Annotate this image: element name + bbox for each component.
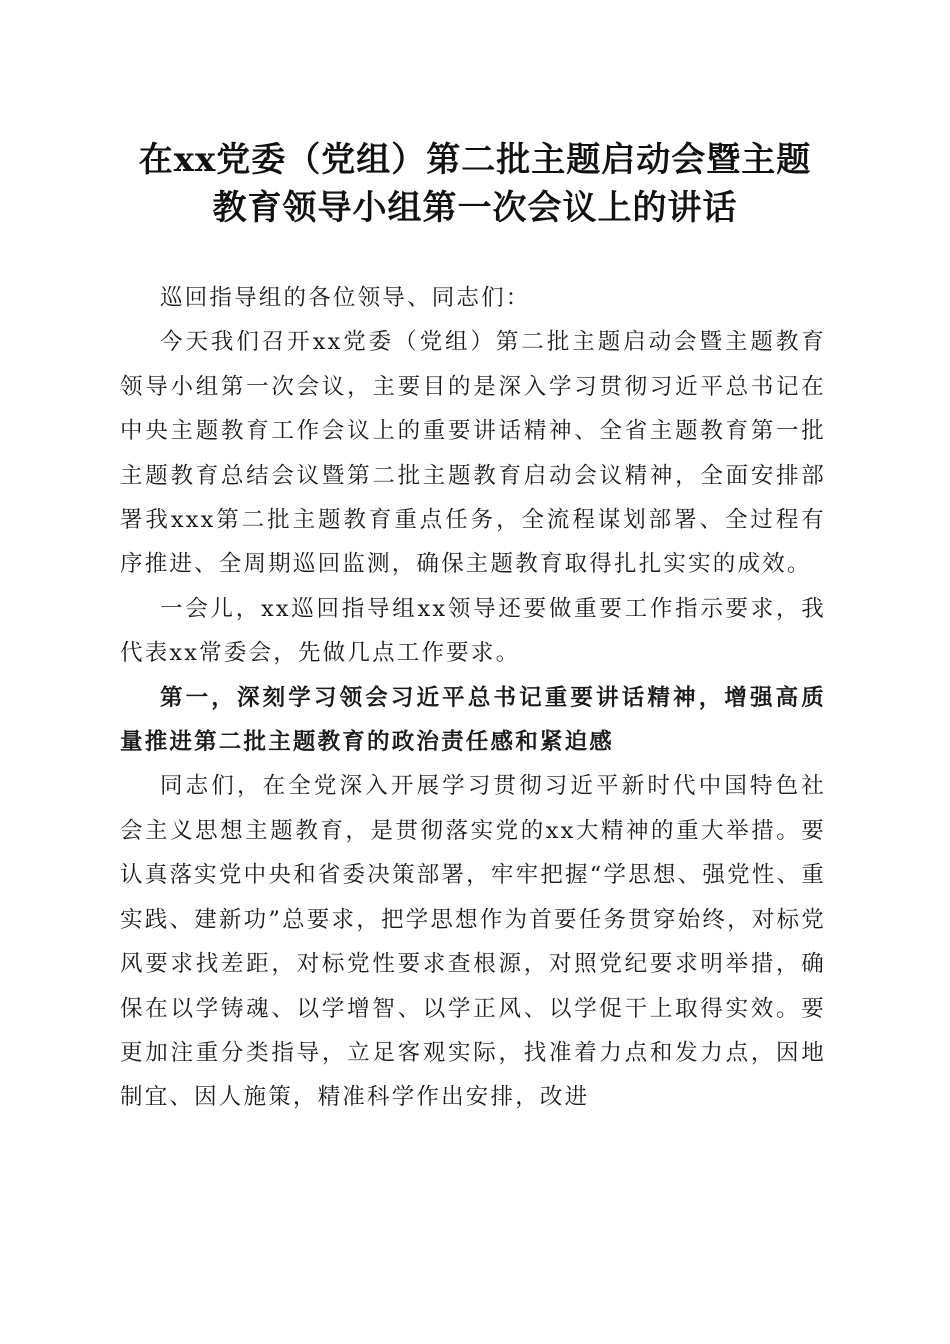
paragraph-section-first: 同志们，在全党深入开展学习贯彻习近平新时代中国特色社会主义思想主题教育，是贯彻落实党的xx大精神的重大举措。要认真落实党中央和省委决策部署，牢牢把握“学思想、强党性、重实践、建新功”总要求，把学思想作为首要任务贯穿始终，对标党风要求找差距，对标党性要求查根源，对照党纪要求明举措，确保在以学铸魂、以学增智、以学正风、以学促干上取得实效。要更加注重分类指导，立足客观实际，找准着力点和发力点，因地制宜、因人施策，精准科学作出安排，改进 <box>120 773 826 1111</box>
section-heading-first: 第一，深刻学习领会习近平总书记重要讲话精神，增强高质量推进第二批主题教育的政治责任感和紧迫感 <box>120 684 826 756</box>
paragraph-intro: 今天我们召开xx党委（党组）第二批主题启动会暨主题教育领导小组第一次会议，主要目的是深入学习贯彻习近平总书记在中央主题教育工作会议上的重要讲话精神、全省主题教育第一批主题教育总结会议暨第二批主题教育启动会议精神，全面安排部署我xxx第二批主题教育重点任务，全流程谋划部署、全过程有序推进、全周期巡回监测，确保主题教育取得扎扎实实的成效。 <box>120 329 826 578</box>
title-line-2: 教育领导小组第一次会议上的讲话 <box>212 188 738 228</box>
paragraph-announcement: 一会儿，xx巡回指导组xx领导还要做重要工作指示要求，我代表xx常委会，先做几点工作要求。 <box>120 595 826 667</box>
salutation: 巡回指导组的各位领导、同志们： <box>160 285 531 311</box>
document-title <box>100 136 850 232</box>
document-body <box>120 276 826 1120</box>
title-line-1: 在xx党委（党组）第二批主题启动会暨主题 <box>138 140 812 180</box>
